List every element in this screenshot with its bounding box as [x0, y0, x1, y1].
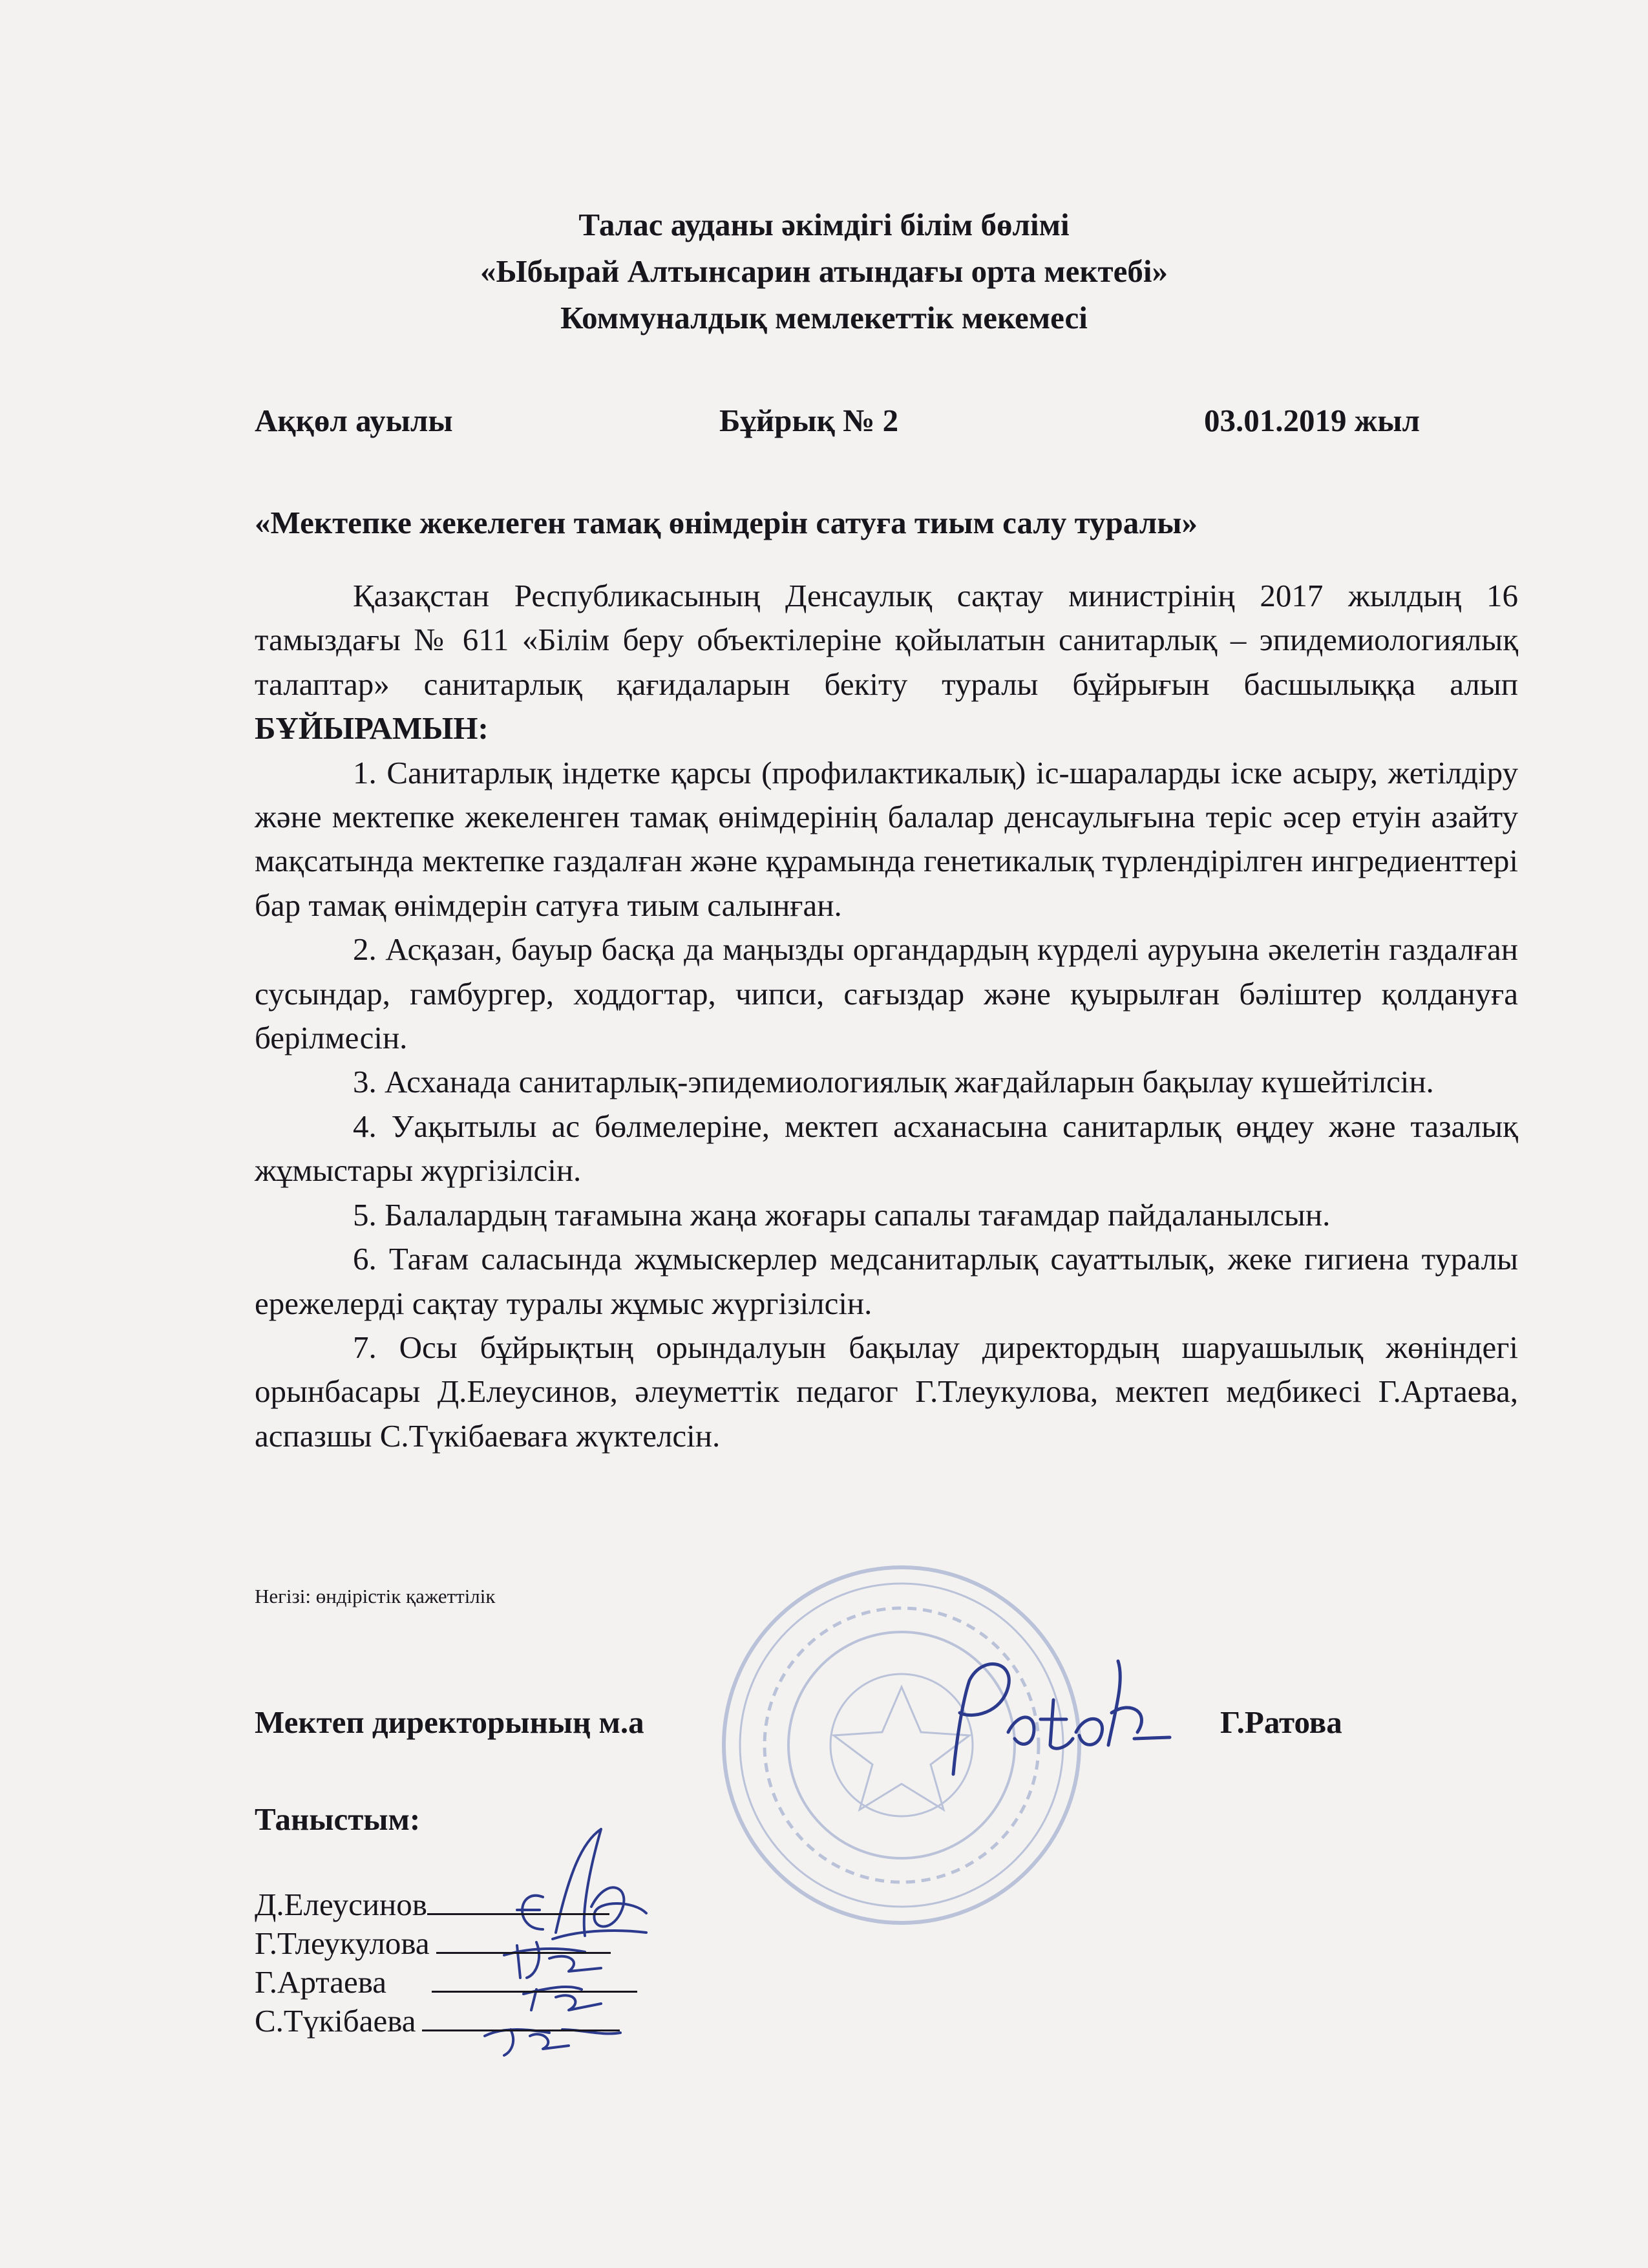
order-item: 3. Асханада санитарлық-эпидемиологиялық жағдайларын бақылау күшейтілсін. — [353, 1064, 1434, 1100]
order-item: 7. Осы бұйрықтың орындалуын бақылау директордың шаруашылық жөніндегі орынбасары Д.Елеусинов, әлеуметтік педагог Г.Тлеукулова, мектеп медбикесі Г.Артаева, аспазшы С.Түкібаеваға жүктелсін. — [255, 1329, 1518, 1454]
basis-note: Негізі: өндірістік қажеттілік — [255, 1585, 496, 1607]
signature-line — [436, 1922, 611, 1954]
order-number: Бұйрық № 2 — [719, 403, 899, 438]
acquainted-name: Г.Тлеукулова — [255, 1925, 430, 1961]
acquainted-row — [255, 1922, 611, 1963]
order-item: 6. Тағам саласында жұмыскерлер медсанитарлық сауаттылық, жеке гигиена туралы ережелерді сақтау туралы жұмыс жүргізілсін. — [255, 1241, 1518, 1321]
signature-line — [432, 1961, 637, 1993]
order-date: 03.01.2019 жыл — [1204, 403, 1421, 438]
header-line-3: Коммуналдық мемлекеттік мекемесі — [560, 300, 1088, 335]
acquainted-name: С.Түкібаева — [255, 2003, 416, 2039]
acquainted-row — [255, 1883, 609, 1924]
intro-text: Қазақстан Республикасының Денсаулық сақтау министрінің 2017 жылдың 16 тамыздағы № 611 «Білім беру объектілеріне қойылатын санитарлық – эпидемиологиялық талаптар» санитарлық қағидаларын бекіту туралы бұйрығын басшылыққа алып — [255, 578, 1518, 702]
acquainted-row — [255, 1961, 637, 2002]
signature-line — [422, 2000, 620, 2031]
order-item: 5. Балалардың тағамына жаңа жоғары сапалы тағамдар пайдаланылсын. — [353, 1196, 1331, 1233]
header-line-2: «Ыбырай Алтынсарин атындағы орта мектебі» — [480, 253, 1168, 289]
director-role: Мектеп директорының м.а — [255, 1704, 644, 1740]
order-item: 1. Санитарлық індетке қарсы (профилактикалық) іс-шараларды іске асыру, жетілдіру және мектепке жекеленген тамақ өнімдерінің балалар денсаулығына теріс әсер етуін азайту мақсатында мектепке газдалған және құрамында генетикалық түрлендірілген ингредиенттері бар тамақ өнімдерін сатуға тиым салынған. — [255, 754, 1518, 923]
director-signature — [953, 1661, 1170, 1774]
director-name: Г.Ратова — [1220, 1704, 1342, 1740]
acquainted-label: Таныстым: — [255, 1801, 421, 1837]
signature-line — [427, 1883, 609, 1915]
acquainted-row — [255, 2000, 620, 2040]
order-verb: БҰЙЫРАМЫН: — [255, 710, 489, 747]
order-title: «Мектепке жекелеген тамақ өнімдерін сатуға тиым салу туралы» — [255, 505, 1198, 540]
place-name: Аққөл ауылы — [255, 403, 453, 438]
acquainted-name: Г.Артаева — [255, 1964, 387, 2000]
order-item: 2. Асқазан, бауыр басқа да маңызды органдардың күрделі ауруына әкелетін газдалған сусындар, гамбургер, ходдогтар, чипси, сағыздар және қуырылған бәліштер қолдануға берілмесін. — [255, 931, 1518, 1056]
header-line-1: Талас ауданы әкімдігі білім бөлімі — [578, 207, 1070, 242]
acquainted-name: Д.Елеусинов — [255, 1887, 427, 1922]
order-item: 4. Уақытылы ас бөлмелеріне, мектеп асханасына санитарлық өңдеу және тазалық жұмыстары жүргізілсін. — [255, 1108, 1518, 1189]
